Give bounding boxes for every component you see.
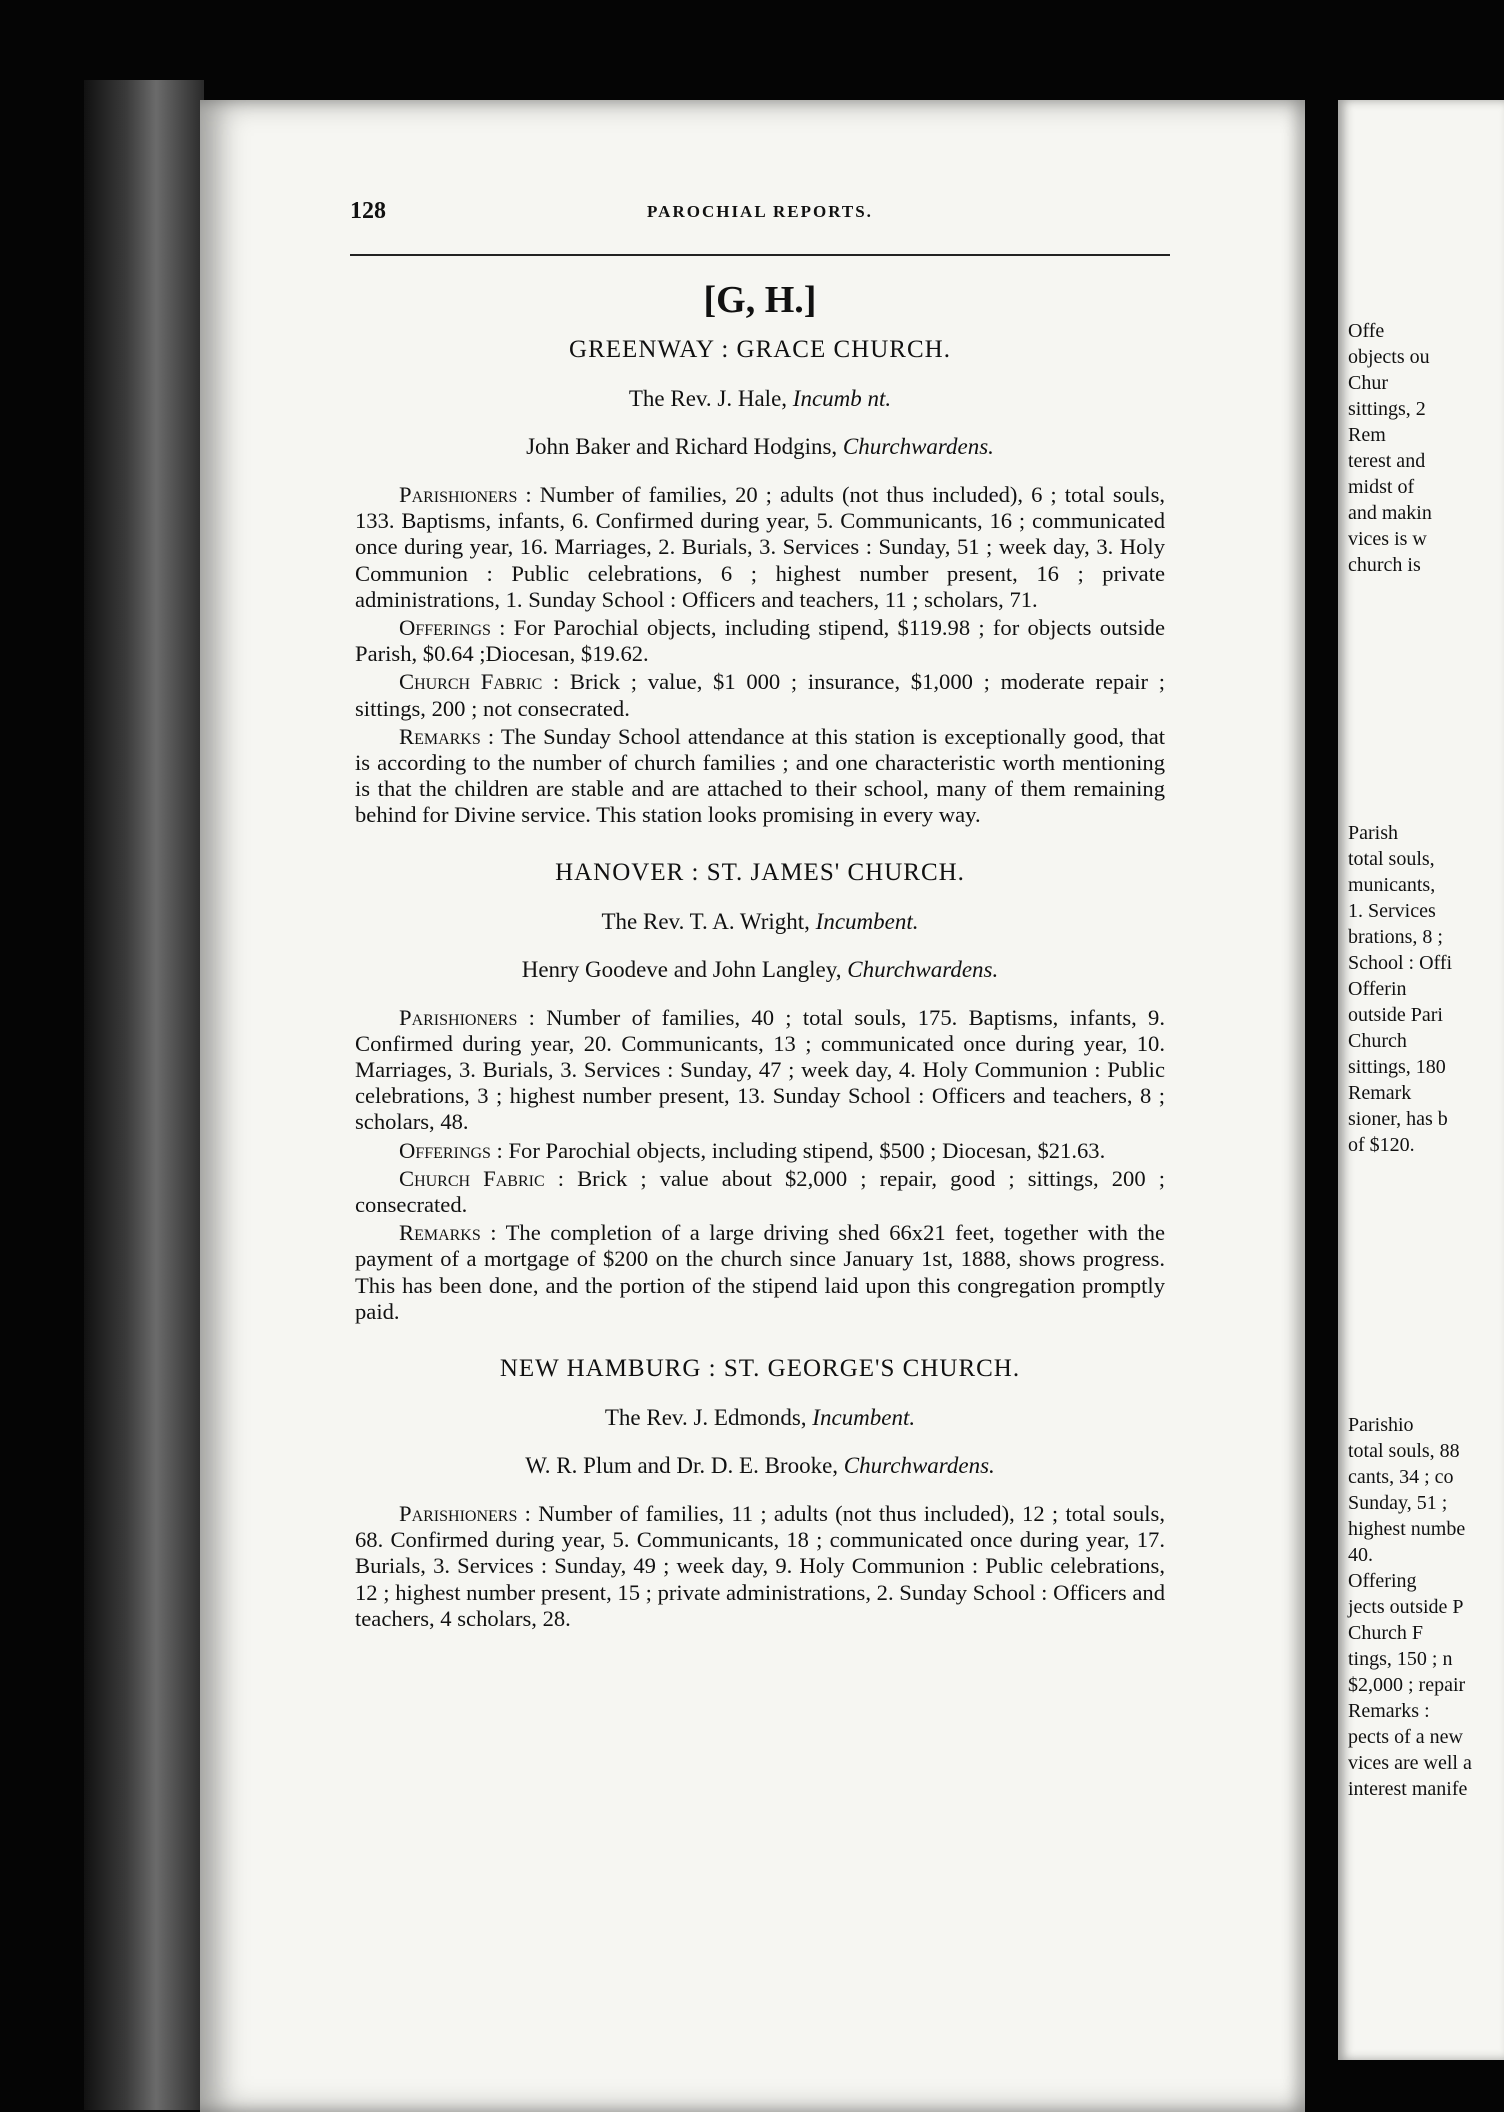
paragraph-text: Brick ; value about $2,000 ; repair, good ; sittings, 200 ; consecrated.	[355, 1165, 1166, 1218]
wardens-role: Churchwardens.	[847, 956, 999, 982]
parishioners-paragraph	[355, 1005, 1165, 1136]
page-content	[355, 266, 1165, 1632]
fragment-line: Remarks :	[1348, 1700, 1430, 1722]
fragment-line: $2,000 ; repair	[1348, 1674, 1466, 1696]
fragment-line: pects of a new	[1348, 1726, 1463, 1748]
parish-entry-hanover	[355, 859, 1165, 1325]
church-fabric-paragraph	[355, 669, 1165, 721]
incumbent-name: The Rev. J. Edmonds,	[604, 1405, 807, 1431]
parish-entry-new-hamburg	[355, 1355, 1165, 1632]
right-page-fragment	[1338, 100, 1504, 2060]
incumbent-role: Incumbent.	[812, 1405, 916, 1431]
fragment-line: interest manife	[1348, 1778, 1468, 1800]
left-page	[200, 100, 1305, 2112]
paragraph-text: The Sunday School attendance at this station is exceptionally good, that is according to the number of church families ; and one characteristic worth mentioning is that the children are stable and are attached to their school, many of them remaining behind for Divine service. This station looks promising in every way.	[355, 723, 1165, 828]
fragment-line: Parish	[1348, 822, 1398, 844]
parishioners-paragraph	[355, 482, 1165, 613]
paragraph-text: Number of families, 20 ; adults (not thus included), 6 ; total souls, 133. Baptisms, infants, 6. Confirmed during year, 5. Communicants, 16 ; communicated once during year, 16. Marriages, 2. Burials, 3. Services : Sunday, 51 ; week day, 3. Holy Communion : Public celebrations, 6 ; highest number present, 16 ; private administrations, 1. Sunday School : Officers and teachers, 11 ; scholars, 71.	[355, 482, 1166, 612]
remarks-paragraph	[355, 1220, 1165, 1325]
incumbent-role: Incumb nt.	[792, 386, 892, 411]
paragraph-label: Parishioners :	[399, 1501, 531, 1527]
remarks-paragraph	[355, 724, 1165, 829]
wardens-line	[355, 434, 1165, 460]
header-rule	[350, 254, 1170, 256]
church-heading: NEW HAMBURG : ST. GEORGE'S CHURCH.	[499, 1355, 1021, 1383]
fragment-line: municants,	[1348, 874, 1436, 896]
fragment-line: objects ou	[1348, 346, 1430, 368]
fragment-line: 1. Services	[1348, 900, 1436, 922]
paragraph-text: Number of families, 40 ; total souls, 175. Baptisms, infants, 9. Confirmed during year, 20. Communicants, 13 ; communicated once during year, 10. Marriages, 3. Burials, 3. Services : Sunday, 47 ; week day, 4. Holy Communion : Public celebrations, 3 ; highest number present, 13. Sunday School : Officers and teachers, 8 ; scholars, 48.	[355, 1004, 1166, 1135]
section-letter: [G, H.]	[703, 279, 817, 321]
paragraph-label: Remarks :	[399, 723, 495, 749]
fragment-line: Parishio	[1348, 1414, 1414, 1436]
page-number: 128	[350, 198, 386, 224]
wardens-names: W. R. Plum and Dr. D. E. Brooke,	[525, 1453, 839, 1479]
paragraph-label: Parishioners :	[399, 482, 532, 507]
fragment-line: brations, 8 ;	[1348, 926, 1443, 948]
fragment-line: 40.	[1348, 1544, 1373, 1566]
fragment-line: jects outside P	[1348, 1596, 1464, 1618]
parish-entry-greenway	[355, 336, 1165, 829]
fragment-line: cants, 34 ; co	[1348, 1466, 1454, 1488]
incumbent-name: The Rev. T. A. Wright,	[601, 908, 810, 934]
fragment-line: and makin	[1348, 502, 1432, 524]
paragraph-text: Number of families, 11 ; adults (not thus included), 12 ; total souls, 68. Confirmed during year, 5. Communicants, 18 ; communicated once during year, 17. Burials, 3. Services : Sunday, 49 ; week day, 9. Holy Communion : Public celebrations, 12 ; highest number present, 15 ; private administrations, 2. Sunday School : Officers and teachers, 4 scholars, 28.	[355, 1501, 1165, 1631]
page-header	[350, 198, 1170, 238]
fragment-line: Offering	[1348, 1570, 1417, 1592]
fragment-line: tings, 150 ; n	[1348, 1648, 1453, 1670]
fragment-block-2	[1338, 820, 1452, 1158]
wardens-role: Churchwardens.	[842, 434, 994, 459]
fragment-line: church is	[1348, 554, 1421, 576]
incumbent-role: Incumbent.	[815, 908, 919, 934]
fragment-line: total souls,	[1348, 848, 1435, 870]
offerings-paragraph	[355, 1138, 1165, 1164]
paragraph-text: For Parochial objects, including stipend, $119.98 ; for objects outside Parish, $0.64 ;Diocesan, $19.62.	[355, 615, 1165, 667]
church-heading: HANOVER : ST. JAMES' CHURCH.	[555, 858, 965, 886]
incumbent-line	[355, 386, 1165, 412]
book-spine	[84, 80, 204, 2110]
incumbent-line	[355, 1405, 1165, 1431]
fragment-line: Church	[1348, 1030, 1407, 1052]
fragment-block-1	[1338, 318, 1432, 578]
paragraph-label: Church Fabric :	[399, 1165, 564, 1191]
incumbent-line	[355, 909, 1165, 935]
wardens-names: Henry Goodeve and John Langley,	[521, 956, 842, 982]
paragraph-label: Church Fabric :	[399, 669, 560, 695]
fragment-line: Offe	[1348, 320, 1385, 342]
paragraph-label: Offerings :	[399, 615, 506, 641]
fragment-line: sittings, 180	[1348, 1056, 1446, 1078]
fragment-line: highest numbe	[1348, 1518, 1466, 1540]
fragment-line: outside Pari	[1348, 1004, 1443, 1026]
church-fabric-paragraph	[355, 1166, 1165, 1218]
running-head: PAROCHIAL REPORTS.	[647, 202, 873, 221]
fragment-line: midst of	[1348, 476, 1415, 498]
fragment-line: Church F	[1348, 1622, 1423, 1644]
wardens-line	[355, 957, 1165, 983]
fragment-line: School : Offi	[1348, 952, 1453, 974]
wardens-line	[355, 1453, 1165, 1479]
fragment-line: sittings, 2	[1348, 398, 1426, 420]
fragment-line: of $120.	[1348, 1134, 1415, 1156]
fragment-line: vices is w	[1348, 528, 1427, 550]
wardens-role: Churchwardens.	[843, 1453, 995, 1479]
offerings-paragraph	[355, 615, 1165, 667]
fragment-line: Rem	[1348, 424, 1386, 446]
fragment-line: Sunday, 51 ;	[1348, 1492, 1448, 1514]
fragment-line: total souls, 88	[1348, 1440, 1460, 1462]
paragraph-label: Parishioners :	[399, 1004, 535, 1030]
church-heading: GREENWAY : GRACE CHURCH.	[569, 336, 951, 363]
paragraph-label: Offerings :	[399, 1137, 503, 1163]
fragment-line: Chur	[1348, 372, 1388, 394]
paragraph-label: Remarks :	[399, 1220, 497, 1246]
paragraph-text: Brick ; value, $1 000 ; insurance, $1,000 ; moderate repair ; sittings, 200 ; not consecrated.	[355, 669, 1165, 721]
parishioners-paragraph	[355, 1501, 1165, 1632]
paragraph-text: For Parochial objects, including stipend, $500 ; Diocesan, $21.63.	[502, 1137, 1106, 1163]
fragment-line: Offerin	[1348, 978, 1407, 1000]
fragment-line: terest and	[1348, 450, 1426, 472]
fragment-block-3	[1338, 1412, 1472, 1802]
wardens-names: John Baker and Richard Hodgins,	[526, 434, 838, 459]
fragment-line: vices are well a	[1348, 1752, 1472, 1774]
fragment-line: Remark	[1348, 1082, 1412, 1104]
incumbent-name: The Rev. J. Hale,	[628, 386, 788, 411]
fragment-line: sioner, has b	[1348, 1108, 1448, 1130]
paragraph-text: The completion of a large driving shed 66x21 feet, together with the payment of a mortgage of $200 on the church since January 1st, 1888, shows progress. This has been done, and the portion of the stipend laid upon this congregation promptly paid.	[355, 1220, 1165, 1324]
